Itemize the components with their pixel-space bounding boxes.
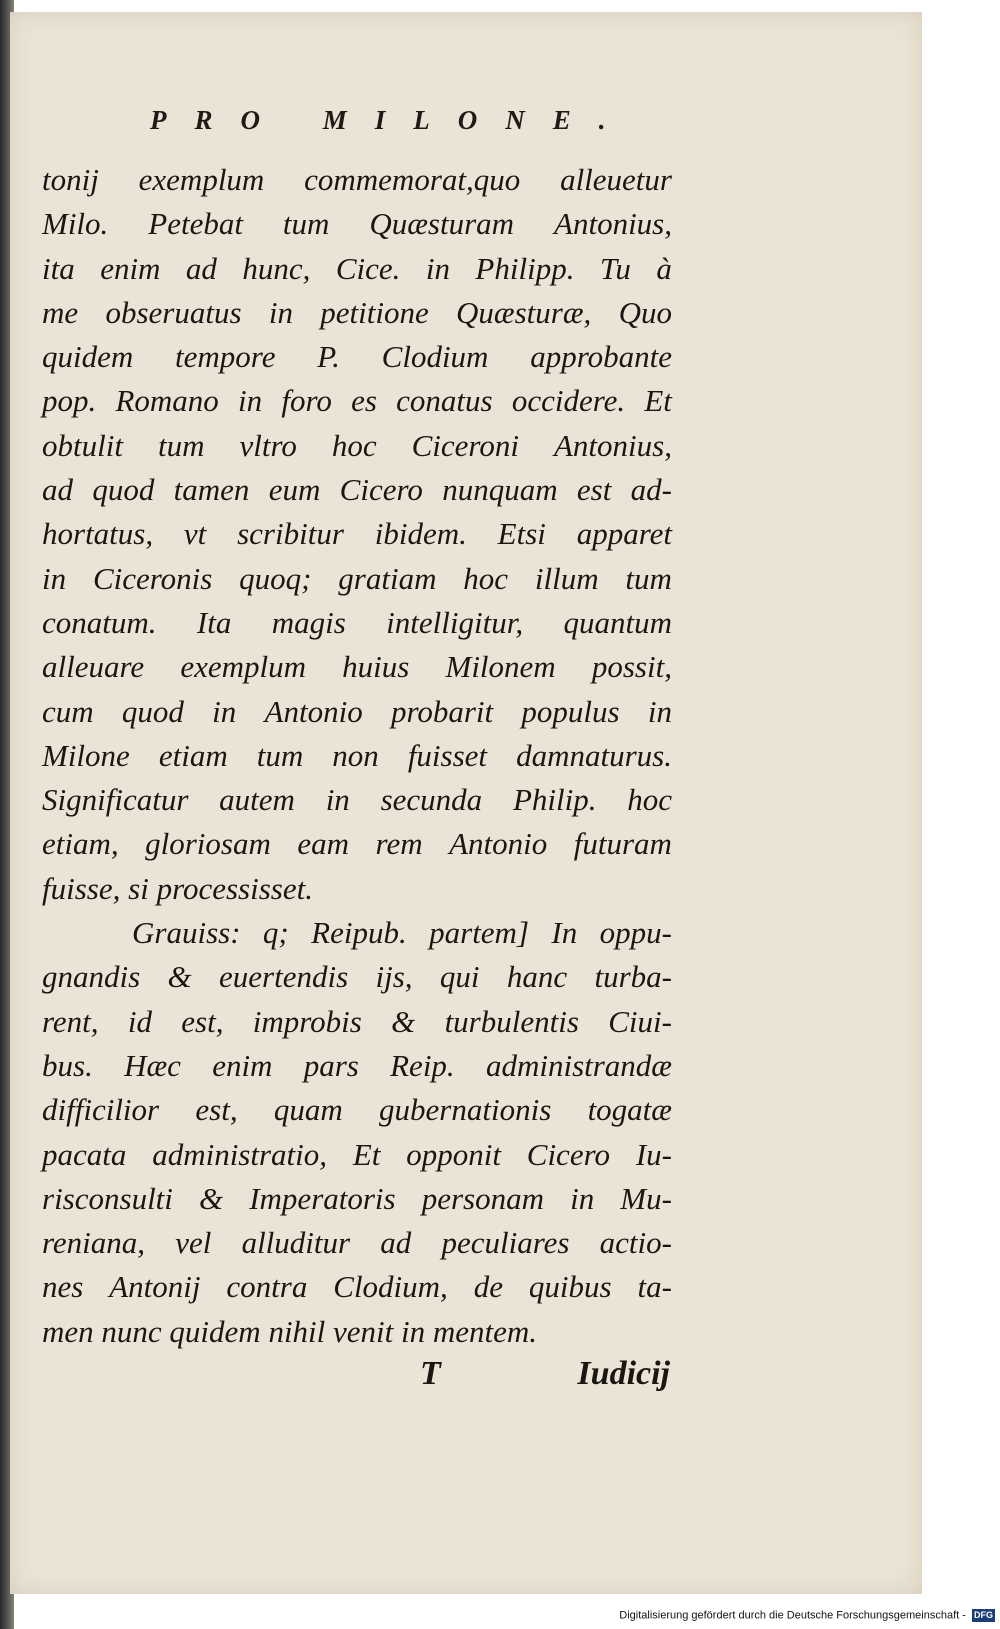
body-text	[42, 158, 672, 1354]
catchword: Iudicij	[577, 1355, 670, 1392]
word: Etsi	[497, 516, 546, 552]
word: togatæ	[587, 1092, 672, 1128]
word: commemorat,quo	[304, 162, 521, 197]
word: gnandis	[42, 959, 141, 995]
text-line	[42, 1133, 672, 1177]
text-line	[42, 1221, 672, 1265]
text-line	[42, 1000, 672, 1044]
word: Significatur	[42, 782, 189, 818]
word: quantum	[563, 604, 672, 640]
word: enim	[100, 250, 161, 286]
word: Grauiss:	[132, 915, 241, 951]
word: probarit	[390, 693, 494, 729]
text-line	[42, 645, 672, 689]
text-line	[42, 1177, 672, 1221]
word: autem	[219, 782, 295, 818]
word: exemplum	[180, 649, 306, 685]
word: administratio,	[152, 1136, 328, 1172]
word: ad	[42, 472, 73, 508]
word: Quo	[618, 294, 672, 330]
word: men	[42, 1313, 102, 1349]
word: Reip.	[390, 1047, 455, 1083]
word: improbis	[252, 1003, 362, 1039]
word: alleuetur	[560, 162, 672, 197]
word: foro	[281, 383, 332, 419]
word: gubernationis	[379, 1092, 552, 1128]
word: Et	[644, 383, 672, 419]
word: tum	[157, 427, 205, 463]
footer-credit: Digitalisierung gefördert durch die Deutsche Forschungsgemeinschaft -	[619, 1609, 966, 1622]
word: Ciui-	[608, 1003, 672, 1039]
word: Clodium	[381, 339, 489, 375]
word: non	[332, 737, 379, 773]
digitization-footer	[610, 1609, 995, 1625]
text-line	[42, 1044, 672, 1088]
word: qui	[439, 959, 480, 995]
word: ad	[380, 1225, 412, 1261]
text-line	[42, 291, 672, 335]
word: populus	[521, 693, 620, 729]
word: venit	[333, 1313, 402, 1349]
word: risconsulti	[42, 1180, 173, 1216]
word: in	[212, 693, 237, 729]
word: à	[656, 250, 672, 286]
word: gratiam	[338, 560, 437, 596]
word: secunda	[380, 782, 483, 818]
word: quidem	[42, 339, 134, 375]
word: Cicero	[339, 472, 423, 508]
word: me	[42, 294, 79, 330]
text-line	[42, 512, 672, 556]
word: hoc	[463, 560, 509, 596]
word: Reipub.	[311, 915, 407, 951]
word: Ciceronis	[92, 560, 213, 596]
word: Philip.	[512, 782, 597, 818]
word: hoc	[627, 782, 672, 818]
text-line	[42, 867, 672, 911]
word: quibus	[528, 1269, 612, 1305]
word: in	[42, 560, 67, 596]
word: quod	[92, 472, 155, 508]
text-line	[42, 955, 672, 999]
text-line	[42, 557, 672, 601]
word: &	[167, 959, 192, 995]
word: hoc	[331, 427, 377, 463]
word: Ciceroni	[411, 427, 519, 463]
word: ibidem.	[374, 516, 467, 552]
word: vt	[183, 516, 207, 552]
word: P.	[317, 339, 340, 375]
word: alluditur	[241, 1225, 351, 1261]
word: Iu-	[635, 1136, 672, 1172]
word: alleuare	[42, 649, 145, 685]
word: quidem	[169, 1313, 269, 1349]
word: ad-	[630, 472, 672, 508]
text-line	[42, 158, 672, 202]
text-line	[42, 778, 672, 822]
word: Antonius,	[553, 427, 672, 463]
word: oppu-	[599, 915, 672, 951]
word: Cicero	[526, 1136, 610, 1172]
word: rent,	[42, 1003, 99, 1039]
text-line	[42, 1265, 672, 1309]
word: pacata	[42, 1136, 127, 1172]
word: ijs,	[375, 959, 413, 995]
word: partem]	[429, 915, 530, 951]
word: petitione	[320, 294, 429, 330]
word: opponit	[406, 1136, 501, 1172]
word: tum	[282, 206, 330, 242]
text-line	[42, 379, 672, 423]
word: in	[570, 1180, 595, 1216]
word: euertendis	[219, 959, 349, 995]
word: tempore	[175, 339, 276, 375]
word: futuram	[573, 826, 672, 862]
word: tum	[625, 560, 672, 596]
word: possit,	[591, 649, 672, 685]
word: mentem.	[432, 1313, 538, 1349]
word: In	[551, 915, 578, 951]
word: nunc	[101, 1313, 170, 1349]
word: apparet	[576, 516, 672, 552]
text-line	[42, 911, 672, 955]
word: nunquam	[442, 472, 558, 508]
text-line	[42, 468, 672, 512]
text-line	[42, 424, 672, 468]
text-line	[42, 247, 672, 291]
word: scribitur	[237, 516, 344, 552]
word: turbulentis	[444, 1003, 579, 1039]
word: Antonio	[449, 826, 548, 862]
word: fuisset	[407, 737, 488, 773]
word: conatum.	[42, 604, 157, 640]
word: etiam,	[42, 826, 119, 862]
word: vltro	[239, 427, 297, 463]
word: enim	[212, 1047, 273, 1083]
word: Petebat	[148, 206, 243, 242]
word: exemplum	[138, 162, 265, 197]
word: nes	[42, 1269, 84, 1305]
word: huius	[342, 649, 410, 685]
word: pop.	[42, 383, 97, 419]
word: Philipp.	[475, 250, 575, 286]
word: bus.	[42, 1047, 93, 1083]
word: contra	[226, 1269, 308, 1305]
scan-margin	[922, 12, 1000, 1594]
text-line	[42, 335, 672, 379]
word: Milonem	[445, 649, 556, 685]
word: rem	[375, 826, 423, 862]
word: in	[401, 1313, 433, 1349]
word: quoq;	[239, 560, 312, 596]
running-head: PRO MILONE.	[150, 105, 634, 135]
text-line	[42, 822, 672, 866]
word: actio-	[599, 1225, 672, 1261]
word: Antonius,	[554, 206, 672, 242]
word: in	[268, 294, 293, 330]
word: magis	[271, 604, 346, 640]
word: pars	[303, 1047, 359, 1083]
word: personam	[421, 1180, 544, 1216]
word: administrandæ	[485, 1047, 672, 1083]
word: obtulit	[42, 427, 123, 463]
word: in	[647, 693, 672, 729]
word: etiam	[158, 737, 228, 773]
signature-mark: T	[420, 1355, 441, 1392]
word: Milone	[42, 737, 130, 773]
word: reniana,	[42, 1225, 146, 1261]
word: Romano	[115, 383, 219, 419]
word: est	[576, 472, 612, 508]
word: quam	[273, 1092, 343, 1128]
text-line	[42, 601, 672, 645]
word: Antonij	[109, 1269, 201, 1305]
word: Quæsturam	[369, 206, 515, 242]
word: difficilior	[42, 1092, 160, 1128]
word: in	[425, 250, 450, 286]
word: conatus	[396, 383, 493, 419]
word: Et	[352, 1136, 381, 1172]
word: Hæc	[124, 1047, 181, 1083]
word: si	[128, 870, 157, 906]
word: processisset.	[156, 870, 313, 906]
word: tamen	[173, 472, 250, 508]
text-line	[42, 690, 672, 734]
word: Imperatoris	[249, 1180, 396, 1216]
text-line	[42, 202, 672, 246]
word: gloriosam	[145, 826, 271, 862]
word: est,	[181, 1003, 224, 1039]
text-line	[42, 1310, 672, 1354]
word: peculiares	[441, 1225, 570, 1261]
word: Quæsturæ,	[456, 294, 592, 330]
word: Ita	[196, 604, 232, 640]
word: Tu	[599, 250, 631, 286]
word: obseruatus	[105, 294, 242, 330]
word: Mu-	[620, 1180, 672, 1216]
word: ad	[185, 250, 217, 286]
text-line	[42, 1088, 672, 1132]
word: ita	[42, 250, 75, 286]
word: approbante	[530, 339, 672, 375]
word: Cice.	[335, 250, 401, 286]
dfg-logo: DFG	[974, 1610, 993, 1620]
word: occidere.	[511, 383, 626, 419]
word: hunc,	[242, 250, 311, 286]
word: Antonio	[264, 693, 363, 729]
word: in	[325, 782, 350, 818]
word: es	[351, 383, 377, 419]
word: id	[127, 1003, 152, 1039]
word: Milo.	[42, 206, 109, 242]
word: damnaturus.	[516, 737, 672, 773]
word: intelligitur,	[386, 604, 524, 640]
word: eum	[268, 472, 321, 508]
word: hortatus,	[42, 516, 154, 552]
word: de	[473, 1269, 503, 1305]
word: tum	[256, 737, 304, 773]
word: hanc	[506, 959, 568, 995]
word: cum	[42, 693, 94, 729]
word: est,	[195, 1092, 238, 1128]
word: in	[238, 383, 263, 419]
word: tonij	[42, 162, 99, 197]
word: fuisse,	[42, 870, 129, 906]
word: &	[391, 1003, 416, 1039]
word: eam	[297, 826, 350, 862]
word: quod	[121, 693, 184, 729]
text-line	[42, 734, 672, 778]
word: vel	[175, 1225, 212, 1261]
word: nihil	[268, 1313, 334, 1349]
word: Clodium,	[333, 1269, 448, 1305]
word: turba-	[594, 959, 672, 995]
word: q;	[262, 915, 289, 951]
word: &	[199, 1180, 224, 1216]
word: ta-	[637, 1269, 672, 1305]
word: illum	[534, 560, 599, 596]
